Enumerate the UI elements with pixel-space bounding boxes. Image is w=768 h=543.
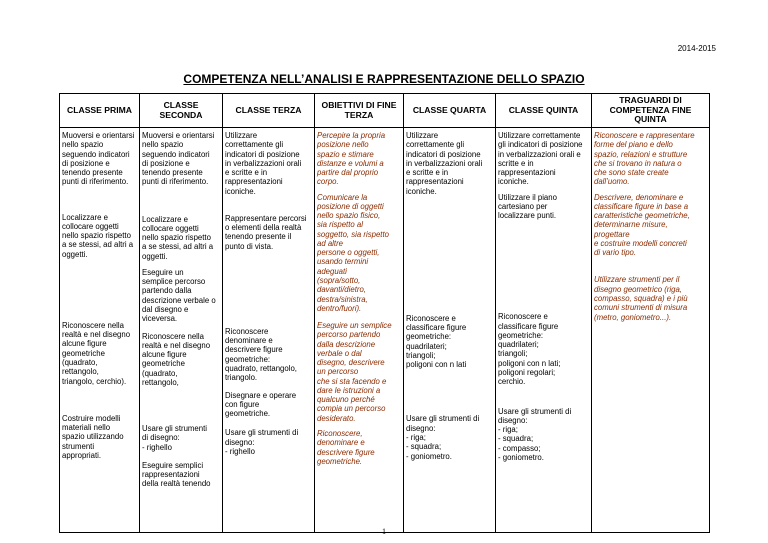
objective-text: Utilizzare correttamente gli indicatori di posizione in verbalizzazioni orali e scritte e in rappresentazioni iconiche. [406, 131, 483, 196]
objective-text: Muoversi e orientarsi nello spazio seguendo indicatori di posizione e tenendo presente punti di riferimento. [142, 131, 215, 187]
col-header-seconda: CLASSE SECONDA [140, 94, 223, 128]
objective-text: Eseguire semplici rappresentazioni della realtà tenendo [142, 460, 211, 489]
objective-text: Riconoscere e classificare figure geometriche: quadrilateri; triangoli; poligoni con n lati [406, 313, 467, 370]
school-year: 2014-2015 [677, 44, 716, 53]
cell-obiettivi [315, 128, 404, 533]
objective-text: Eseguire un semplice percorso partendo dalla descrizione verbale o dal disegno e viceversa. [142, 267, 216, 324]
cell-prima [60, 128, 140, 533]
objective-text: Utilizzare strumenti per il disegno geometrico (riga, compasso, squadra) e i più comuni strumenti di misura (metro, goniometro...). [594, 275, 688, 322]
objective-text: Localizzare e collocare oggetti nello spazio rispetto a se stessi, ad altri a oggetti. [142, 214, 214, 261]
page-number: 1 [382, 527, 386, 536]
objective-text: Costruire modelli materiali nello spazio utilizzando strumenti appropriati. [62, 413, 124, 460]
col-header-traguardi: TRAGUARDI DI COMPETENZA FINE QUINTA [592, 94, 710, 128]
objective-text: Usare gli strumenti di disegno: - righello [142, 424, 207, 452]
objective-text: Eseguire un semplice percorso partendo dalla descrizione verbale o dal disegno, descrivere un percorso che si sta facendo e dare le istruzioni a qualcuno perché compia un percorso desiderato. [317, 321, 392, 423]
objective-text: Riconoscere nella realtà e nel disegno alcune figure geometriche (quadrato, rettangolo, [142, 331, 211, 387]
objective-text: Usare gli strumenti di disegno: - riga; - squadra; - compasso; - goniometro. [498, 406, 572, 462]
objective-text: Riconoscere, denominare e descrivere figure geometriche. [317, 428, 375, 466]
cell-quarta [404, 128, 496, 533]
objective-text: Usare gli strumenti di disegno: - riga; - squadra; - goniometro. [406, 414, 480, 461]
objective-text: Riconoscere e rappresentare forme del piano e dello spazio, relazioni e strutture che si trovano in natura o che sono state create dall’uomo. [594, 131, 695, 187]
objective-text: Riconoscere denominare e descrivere figure geometriche: quadrato, rettangolo, triangolo. [225, 326, 297, 383]
objective-text: Riconoscere e classificare figure geometriche: quadrilateri; triangoli; poligoni con n lati; poligoni regolari; cerchio. [498, 312, 561, 387]
objective-text: Descrivere, denominare e classificare figure in base a caratteristiche geometriche, determinarne misure, progettare e costruire modelli concreti di vario tipo. [594, 192, 690, 258]
objective-text: Utilizzare correttamente gli indicatori di posizione in verbalizzazioni orali e scritte e in rappresentazioni iconiche. [498, 131, 583, 187]
objective-text: Utilizzare correttamente gli indicatori di posizione in verbalizzazioni orali e scritte e in rappresentazioni iconiche. [225, 131, 302, 196]
objective-text: Utilizzare il piano cartesiano per localizzare punti. [498, 192, 557, 221]
cell-seconda [140, 128, 223, 533]
cell-terza [223, 128, 315, 533]
page-title: COMPETENZA NELL’ANALISI E RAPPRESENTAZIONE DELLO SPAZIO [183, 72, 585, 86]
col-header-terza: CLASSE TERZA [223, 94, 315, 128]
col-header-quinta: CLASSE QUINTA [496, 94, 592, 128]
competence-table [59, 93, 710, 533]
col-header-prima: CLASSE PRIMA [60, 94, 140, 128]
objective-text: Riconoscere nella realtà e nel disegno alcune figure geometriche (quadrato, rettangolo, triangolo, cerchio). [62, 320, 131, 386]
col-header-quarta: CLASSE QUARTA [404, 94, 496, 128]
objective-text: Usare gli strumenti di disegno: - righello [225, 428, 299, 456]
objective-text: Rappresentare percorsi o elementi della realtà tenendo presente il punto di vista. [225, 213, 307, 251]
cell-traguardi [592, 128, 710, 533]
objective-text: Percepire la propria posizione nello spazio e stimare distanze e volumi a partire dal proprio corpo. [317, 131, 386, 187]
objective-text: Comunicare la posizione di oggetti nello spazio fisico, sia rispetto al soggetto, sia rispetto ad altre persone o oggetti, usando termini adeguati (sopra/sotto, davanti/dietro, destra/sinistra, dentro/fuori). [317, 192, 389, 313]
objective-text: Muoversi e orientarsi nello spazio seguendo indicatori di posizione e tenendo presente punti di riferimento. [62, 131, 135, 187]
objective-text: Localizzare e collocare oggetti nello spazio rispetto a se stessi, ad altri a oggetti. [62, 212, 134, 259]
objective-text: Disegnare e operare con figure geometriche. [225, 390, 297, 419]
content-row [60, 128, 710, 533]
cell-quinta [496, 128, 592, 533]
col-header-obiettivi: OBIETTIVI DI FINE TERZA [315, 94, 404, 128]
header-row [60, 94, 710, 128]
